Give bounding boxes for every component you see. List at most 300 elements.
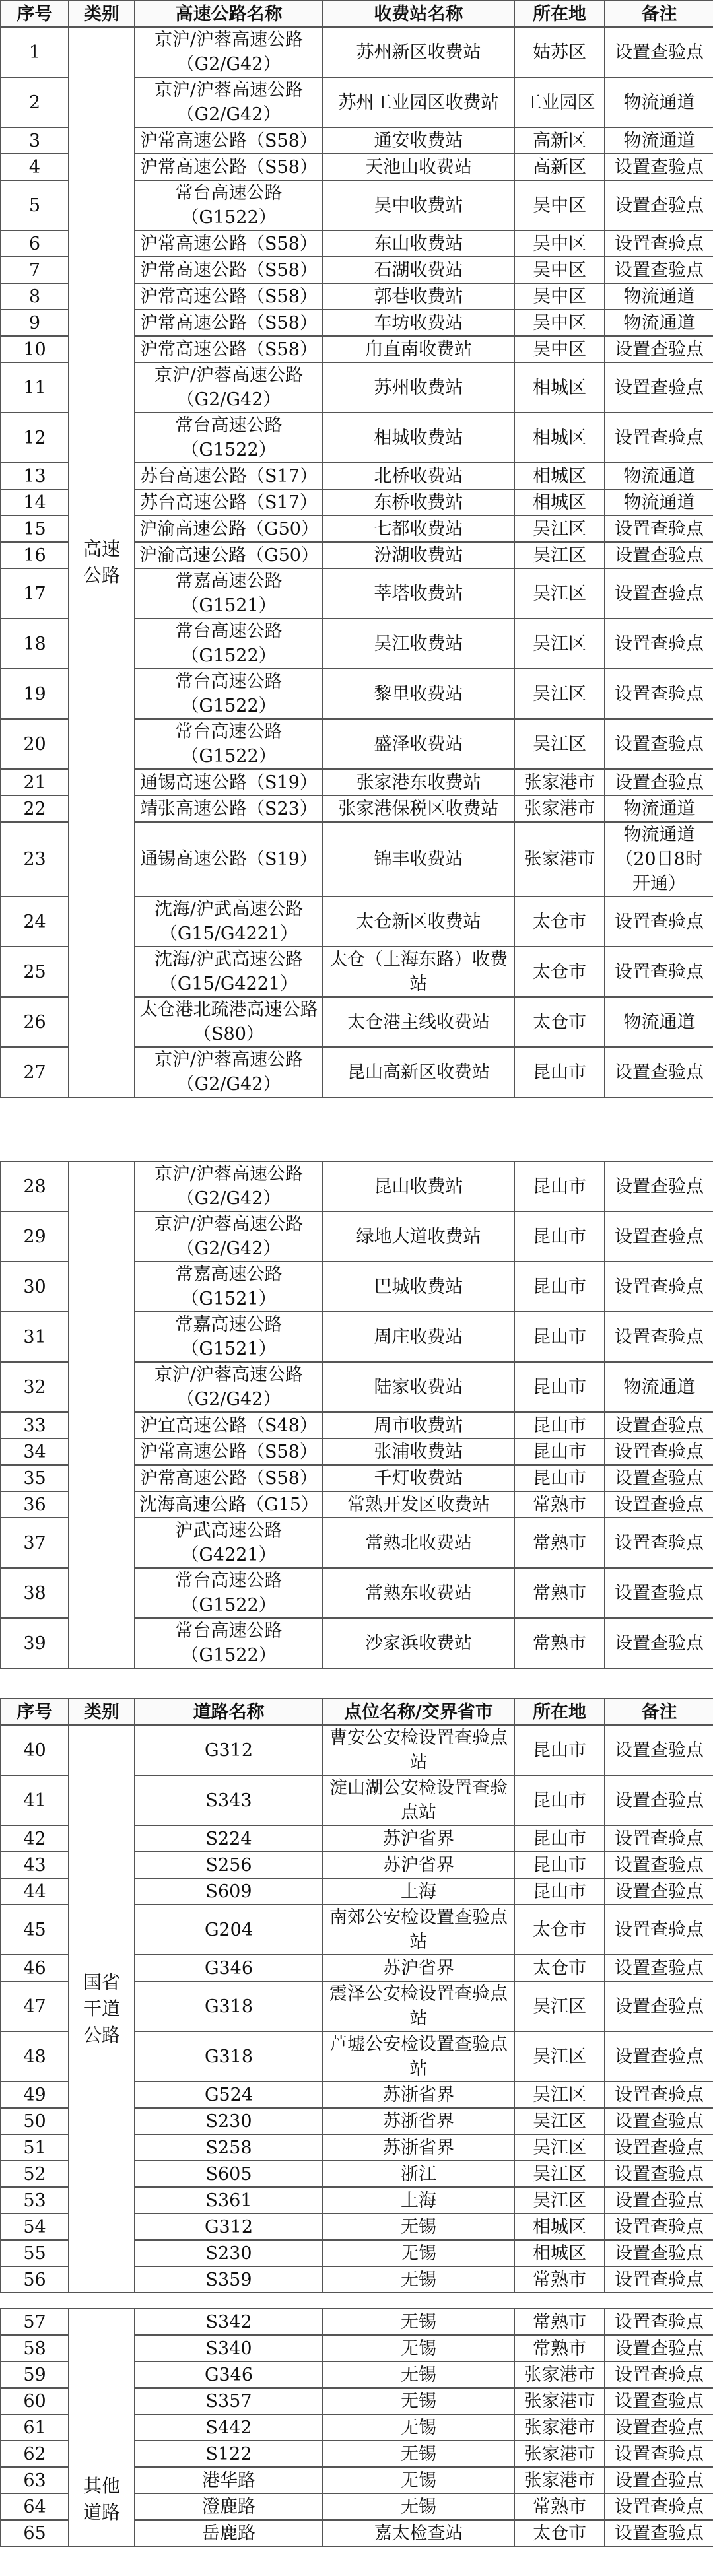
station-cell: 淀山湖公安检设置查验点站	[323, 1775, 514, 1825]
location-cell: 吴江区	[514, 542, 605, 568]
station-cell: 南郊公安检设置查验点站	[323, 1905, 514, 1955]
remark-cell: 设置查验点	[605, 542, 713, 568]
header-cell: 所在地	[514, 1, 605, 27]
serial-cell: 60	[1, 2388, 69, 2414]
road-name-cell: S442	[135, 2414, 323, 2441]
road-name-cell: 常台高速公路（G1522）	[135, 413, 323, 463]
serial-cell: 30	[1, 1262, 69, 1312]
remark-cell: 设置查验点	[605, 154, 713, 180]
road-name-cell: S256	[135, 1852, 323, 1878]
serial-cell: 10	[1, 336, 69, 362]
serial-cell: 43	[1, 1852, 69, 1878]
serial-cell: 50	[1, 2108, 69, 2134]
serial-cell: 21	[1, 769, 69, 796]
serial-cell: 6	[1, 230, 69, 257]
station-cell: 无锡	[323, 2335, 514, 2361]
remark-cell: 物流通道	[605, 77, 713, 127]
location-cell: 吴中区	[514, 336, 605, 362]
serial-cell: 57	[1, 2309, 69, 2335]
road-name-cell: 沪常高速公路（S58）	[135, 257, 323, 283]
road-name-cell: 沈海/沪武高速公路（G15/G4221）	[135, 897, 323, 947]
station-cell: 无锡	[323, 2467, 514, 2493]
serial-cell: 49	[1, 2082, 69, 2108]
location-cell: 太仓市	[514, 1955, 605, 1981]
station-cell: 无锡	[323, 2309, 514, 2335]
location-cell: 张家港市	[514, 2467, 605, 2493]
remark-cell: 设置查验点	[605, 1262, 713, 1312]
header-cell: 收费站名称	[323, 1, 514, 27]
remark-cell: 设置查验点	[605, 2240, 713, 2266]
location-cell: 吴江区	[514, 619, 605, 669]
road-name-cell: 沪常高速公路（S58）	[135, 127, 323, 154]
serial-cell: 44	[1, 1878, 69, 1905]
location-cell: 吴中区	[514, 283, 605, 310]
remark-cell: 设置查验点	[605, 2361, 713, 2388]
road-name-cell: 常台高速公路（G1522）	[135, 1568, 323, 1618]
header-cell: 所在地	[514, 1699, 605, 1725]
location-cell: 太仓市	[514, 2520, 605, 2546]
serial-cell: 47	[1, 1981, 69, 2031]
location-cell: 吴江区	[514, 719, 605, 769]
location-cell: 常熟市	[514, 2335, 605, 2361]
remark-cell: 设置查验点	[605, 1955, 713, 1981]
remark-cell: 物流通道（20日8时开通）	[605, 822, 713, 897]
location-cell: 吴江区	[514, 516, 605, 542]
location-cell: 相城区	[514, 362, 605, 413]
serial-cell: 12	[1, 413, 69, 463]
remark-cell: 设置查验点	[605, 336, 713, 362]
serial-cell: 18	[1, 619, 69, 669]
road-table-part3	[0, 1698, 713, 2293]
road-name-cell: 沈海/沪武高速公路（G15/G4221）	[135, 947, 323, 997]
station-cell: 浙江	[323, 2161, 514, 2187]
header-cell: 点位名称/交界省市	[323, 1699, 514, 1725]
remark-cell: 设置查验点	[605, 1211, 713, 1262]
remark-cell: 设置查验点	[605, 897, 713, 947]
road-name-cell: 沪渝高速公路（G50）	[135, 542, 323, 568]
location-cell: 吴江区	[514, 2187, 605, 2214]
station-cell: 吴中收费站	[323, 180, 514, 230]
station-cell: 无锡	[323, 2388, 514, 2414]
road-name-cell: G318	[135, 2031, 323, 2082]
serial-cell: 41	[1, 1775, 69, 1825]
highway-table-part1	[0, 0, 713, 1098]
remark-cell: 设置查验点	[605, 2082, 713, 2108]
station-cell: 张浦收费站	[323, 1439, 514, 1465]
category-cell	[69, 27, 135, 1097]
remark-cell: 设置查验点	[605, 516, 713, 542]
remark-cell: 设置查验点	[605, 257, 713, 283]
table-row	[1, 2309, 713, 2335]
road-name-cell: S359	[135, 2266, 323, 2293]
remark-cell: 设置查验点	[605, 947, 713, 997]
location-cell: 常熟市	[514, 2309, 605, 2335]
serial-cell: 26	[1, 997, 69, 1047]
remark-cell: 设置查验点	[605, 2108, 713, 2134]
remark-cell: 物流通道	[605, 283, 713, 310]
serial-cell: 54	[1, 2214, 69, 2240]
station-cell: 苏沪省界	[323, 1852, 514, 1878]
station-cell: 天池山收费站	[323, 154, 514, 180]
location-cell: 常熟市	[514, 2266, 605, 2293]
station-cell: 锦丰收费站	[323, 822, 514, 897]
remark-cell: 物流通道	[605, 796, 713, 822]
category-cell	[69, 1725, 135, 2293]
serial-cell: 31	[1, 1312, 69, 1362]
table-row	[1, 1725, 713, 1775]
location-cell: 昆山市	[514, 1312, 605, 1362]
header-cell: 备注	[605, 1699, 713, 1725]
station-cell: 曹安公安检设置查验点站	[323, 1725, 514, 1775]
remark-cell: 设置查验点	[605, 2520, 713, 2546]
location-cell: 相城区	[514, 489, 605, 516]
station-cell: 无锡	[323, 2361, 514, 2388]
category-label: 国省干道公路	[83, 1971, 120, 2046]
remark-cell: 设置查验点	[605, 2388, 713, 2414]
road-name-cell: 京沪/沪蓉高速公路（G2/G42）	[135, 1047, 323, 1097]
remark-cell: 物流通道	[605, 489, 713, 516]
serial-cell: 32	[1, 1362, 69, 1412]
serial-cell: 63	[1, 2467, 69, 2493]
category-cell	[69, 2309, 135, 2546]
station-cell: 无锡	[323, 2441, 514, 2467]
location-cell: 吴江区	[514, 2134, 605, 2161]
station-cell: 北桥收费站	[323, 463, 514, 489]
category-cell	[69, 1161, 135, 1668]
location-cell: 相城区	[514, 463, 605, 489]
serial-cell: 22	[1, 796, 69, 822]
station-cell: 太仓新区收费站	[323, 897, 514, 947]
location-cell: 相城区	[514, 2240, 605, 2266]
remark-cell: 物流通道	[605, 310, 713, 336]
road-name-cell: 常台高速公路（G1522）	[135, 180, 323, 230]
station-cell: 苏州工业园区收费站	[323, 77, 514, 127]
header-cell: 类别	[69, 1, 135, 27]
serial-cell: 33	[1, 1412, 69, 1439]
serial-cell: 13	[1, 463, 69, 489]
category-label: 高速公路	[83, 537, 120, 586]
station-cell: 无锡	[323, 2493, 514, 2520]
header-cell: 序号	[1, 1, 69, 27]
road-name-cell: 常嘉高速公路（G1521）	[135, 1262, 323, 1312]
serial-cell: 28	[1, 1161, 69, 1211]
location-cell: 高新区	[514, 154, 605, 180]
road-name-cell: 沪常高速公路（S58）	[135, 1465, 323, 1491]
station-cell: 太仓港主线收费站	[323, 997, 514, 1047]
serial-cell: 27	[1, 1047, 69, 1097]
serial-cell: 15	[1, 516, 69, 542]
serial-cell: 59	[1, 2361, 69, 2388]
road-name-cell: S361	[135, 2187, 323, 2214]
station-cell: 莘塔收费站	[323, 568, 514, 619]
remark-cell: 设置查验点	[605, 2493, 713, 2520]
station-cell: 上海	[323, 1878, 514, 1905]
remark-cell: 设置查验点	[605, 2441, 713, 2467]
road-name-cell: 常台高速公路（G1522）	[135, 669, 323, 719]
remark-cell: 设置查验点	[605, 2031, 713, 2082]
serial-cell: 9	[1, 310, 69, 336]
serial-cell: 4	[1, 154, 69, 180]
station-cell: 巴城收费站	[323, 1262, 514, 1312]
location-cell: 相城区	[514, 413, 605, 463]
road-name-cell: S343	[135, 1775, 323, 1825]
station-cell: 沙家浜收费站	[323, 1618, 514, 1668]
station-cell: 太仓（上海东路）收费站	[323, 947, 514, 997]
location-cell: 张家港市	[514, 2361, 605, 2388]
serial-cell: 64	[1, 2493, 69, 2520]
remark-cell: 设置查验点	[605, 2187, 713, 2214]
serial-cell: 38	[1, 1568, 69, 1618]
location-cell: 昆山市	[514, 1211, 605, 1262]
remark-cell: 设置查验点	[605, 769, 713, 796]
station-cell: 相城收费站	[323, 413, 514, 463]
station-cell: 张家港保税区收费站	[323, 796, 514, 822]
location-cell: 昆山市	[514, 1262, 605, 1312]
serial-cell: 7	[1, 257, 69, 283]
location-cell: 昆山市	[514, 1412, 605, 1439]
serial-cell: 1	[1, 27, 69, 77]
serial-cell: 52	[1, 2161, 69, 2187]
location-cell: 吴中区	[514, 180, 605, 230]
serial-cell: 46	[1, 1955, 69, 1981]
location-cell: 太仓市	[514, 997, 605, 1047]
station-cell: 黎里收费站	[323, 669, 514, 719]
station-cell: 苏州新区收费站	[323, 27, 514, 77]
station-cell: 苏州收费站	[323, 362, 514, 413]
station-cell: 上海	[323, 2187, 514, 2214]
location-cell: 高新区	[514, 127, 605, 154]
station-cell: 七都收费站	[323, 516, 514, 542]
road-name-cell: S230	[135, 2240, 323, 2266]
remark-cell: 设置查验点	[605, 1312, 713, 1362]
remark-cell: 设置查验点	[605, 2335, 713, 2361]
road-name-cell: 沪常高速公路（S58）	[135, 230, 323, 257]
location-cell: 昆山市	[514, 1362, 605, 1412]
remark-cell: 设置查验点	[605, 1905, 713, 1955]
serial-cell: 51	[1, 2134, 69, 2161]
station-cell: 郭巷收费站	[323, 283, 514, 310]
station-cell: 苏沪省界	[323, 1825, 514, 1852]
location-cell: 太仓市	[514, 1905, 605, 1955]
road-name-cell: S342	[135, 2309, 323, 2335]
road-name-cell: 太仓港北疏港高速公路（S80）	[135, 997, 323, 1047]
serial-cell: 58	[1, 2335, 69, 2361]
remark-cell: 设置查验点	[605, 2309, 713, 2335]
remark-cell: 设置查验点	[605, 1878, 713, 1905]
location-cell: 张家港市	[514, 822, 605, 897]
road-name-cell: G312	[135, 1725, 323, 1775]
remark-cell: 设置查验点	[605, 719, 713, 769]
road-name-cell: 沈海高速公路（G15）	[135, 1491, 323, 1518]
serial-cell: 36	[1, 1491, 69, 1518]
remark-cell: 设置查验点	[605, 2161, 713, 2187]
serial-cell: 35	[1, 1465, 69, 1491]
remark-cell: 设置查验点	[605, 2414, 713, 2441]
remark-cell: 设置查验点	[605, 1981, 713, 2031]
remark-cell: 设置查验点	[605, 180, 713, 230]
road-name-cell: S609	[135, 1878, 323, 1905]
station-cell: 东桥收费站	[323, 489, 514, 516]
location-cell: 吴中区	[514, 310, 605, 336]
serial-cell: 8	[1, 283, 69, 310]
station-cell: 苏沪省界	[323, 1955, 514, 1981]
remark-cell: 设置查验点	[605, 1491, 713, 1518]
road-name-cell: 沪宜高速公路（S48）	[135, 1412, 323, 1439]
location-cell: 吴江区	[514, 2108, 605, 2134]
location-cell: 张家港市	[514, 2388, 605, 2414]
remark-cell: 设置查验点	[605, 619, 713, 669]
station-cell: 石湖收费站	[323, 257, 514, 283]
highway-table-part2	[0, 1161, 713, 1669]
station-cell: 嘉太检查站	[323, 2520, 514, 2546]
location-cell: 昆山市	[514, 1161, 605, 1211]
remark-cell: 设置查验点	[605, 362, 713, 413]
location-cell: 吴江区	[514, 2082, 605, 2108]
serial-cell: 53	[1, 2187, 69, 2214]
serial-cell: 25	[1, 947, 69, 997]
remark-cell: 物流通道	[605, 997, 713, 1047]
location-cell: 昆山市	[514, 1439, 605, 1465]
serial-cell: 56	[1, 2266, 69, 2293]
serial-cell: 62	[1, 2441, 69, 2467]
remark-cell: 设置查验点	[605, 1618, 713, 1668]
station-cell: 苏浙省界	[323, 2108, 514, 2134]
station-cell: 苏浙省界	[323, 2082, 514, 2108]
serial-cell: 40	[1, 1725, 69, 1775]
location-cell: 昆山市	[514, 1878, 605, 1905]
location-cell: 昆山市	[514, 1852, 605, 1878]
station-cell: 通安收费站	[323, 127, 514, 154]
location-cell: 昆山市	[514, 1775, 605, 1825]
road-name-cell: 通锡高速公路（S19）	[135, 769, 323, 796]
category-label: 其他道路	[83, 2475, 120, 2523]
remark-cell: 设置查验点	[605, 1725, 713, 1775]
serial-cell: 16	[1, 542, 69, 568]
station-cell: 苏浙省界	[323, 2134, 514, 2161]
station-cell: 陆家收费站	[323, 1362, 514, 1412]
station-cell: 张家港东收费站	[323, 769, 514, 796]
road-name-cell: S224	[135, 1825, 323, 1852]
road-name-cell: 常台高速公路（G1522）	[135, 619, 323, 669]
station-cell: 昆山高新区收费站	[323, 1047, 514, 1097]
road-name-cell: S605	[135, 2161, 323, 2187]
station-cell: 震泽公安检设置查验点站	[323, 1981, 514, 2031]
serial-cell: 61	[1, 2414, 69, 2441]
serial-cell: 45	[1, 1905, 69, 1955]
road-name-cell: 沪常高速公路（S58）	[135, 310, 323, 336]
remark-cell: 设置查验点	[605, 1852, 713, 1878]
serial-cell: 34	[1, 1439, 69, 1465]
road-name-cell: G524	[135, 2082, 323, 2108]
remark-cell: 设置查验点	[605, 1439, 713, 1465]
remark-cell: 物流通道	[605, 127, 713, 154]
road-name-cell: 苏台高速公路（S17）	[135, 463, 323, 489]
location-cell: 张家港市	[514, 2414, 605, 2441]
location-cell: 昆山市	[514, 1465, 605, 1491]
serial-cell: 17	[1, 568, 69, 619]
road-name-cell: G318	[135, 1981, 323, 2031]
location-cell: 吴江区	[514, 568, 605, 619]
station-cell: 车坊收费站	[323, 310, 514, 336]
road-name-cell: 常嘉高速公路（G1521）	[135, 568, 323, 619]
road-name-cell: 沪渝高速公路（G50）	[135, 516, 323, 542]
remark-cell: 设置查验点	[605, 2134, 713, 2161]
serial-cell: 5	[1, 180, 69, 230]
road-name-cell: G312	[135, 2214, 323, 2240]
station-cell: 无锡	[323, 2240, 514, 2266]
road-name-cell: 澄鹿路	[135, 2493, 323, 2520]
station-cell: 无锡	[323, 2214, 514, 2240]
location-cell: 太仓市	[514, 947, 605, 997]
location-cell: 吴中区	[514, 257, 605, 283]
serial-cell: 42	[1, 1825, 69, 1852]
road-name-cell: G346	[135, 2361, 323, 2388]
table-header	[1, 1, 713, 27]
remark-cell: 设置查验点	[605, 568, 713, 619]
location-cell: 吴江区	[514, 2031, 605, 2082]
location-cell: 常熟市	[514, 1618, 605, 1668]
location-cell: 常熟市	[514, 1568, 605, 1618]
remark-cell: 设置查验点	[605, 1825, 713, 1852]
road-name-cell: S357	[135, 2388, 323, 2414]
road-table-part4	[0, 2308, 713, 2547]
remark-cell: 设置查验点	[605, 1465, 713, 1491]
table-header	[1, 1699, 713, 1725]
header-cell: 高速公路名称	[135, 1, 323, 27]
location-cell: 吴江区	[514, 2161, 605, 2187]
location-cell: 相城区	[514, 2214, 605, 2240]
serial-cell: 14	[1, 489, 69, 516]
station-cell: 无锡	[323, 2414, 514, 2441]
station-cell: 常熟开发区收费站	[323, 1491, 514, 1518]
road-name-cell: S122	[135, 2441, 323, 2467]
location-cell: 工业园区	[514, 77, 605, 127]
road-name-cell: 沪常高速公路（S58）	[135, 336, 323, 362]
road-name-cell: 常台高速公路（G1522）	[135, 1618, 323, 1668]
station-cell: 吴江收费站	[323, 619, 514, 669]
road-name-cell: 常嘉高速公路（G1521）	[135, 1312, 323, 1362]
location-cell: 张家港市	[514, 796, 605, 822]
serial-cell: 11	[1, 362, 69, 413]
remark-cell: 设置查验点	[605, 413, 713, 463]
remark-cell: 设置查验点	[605, 1568, 713, 1618]
station-cell: 昆山收费站	[323, 1161, 514, 1211]
station-cell: 东山收费站	[323, 230, 514, 257]
remark-cell: 设置查验点	[605, 2467, 713, 2493]
road-name-cell: 通锡高速公路（S19）	[135, 822, 323, 897]
road-name-cell: 京沪/沪蓉高速公路（G2/G42）	[135, 27, 323, 77]
remark-cell: 设置查验点	[605, 1161, 713, 1211]
road-name-cell: 沪常高速公路（S58）	[135, 1439, 323, 1465]
location-cell: 常熟市	[514, 2493, 605, 2520]
road-name-cell: G346	[135, 1955, 323, 1981]
remark-cell: 设置查验点	[605, 2214, 713, 2240]
location-cell: 昆山市	[514, 1825, 605, 1852]
serial-cell: 29	[1, 1211, 69, 1262]
location-cell: 吴中区	[514, 230, 605, 257]
road-name-cell: 沪常高速公路（S58）	[135, 154, 323, 180]
location-cell: 吴江区	[514, 669, 605, 719]
road-name-cell: S340	[135, 2335, 323, 2361]
road-name-cell: 沪武高速公路（G4221）	[135, 1518, 323, 1568]
road-name-cell: 苏台高速公路（S17）	[135, 489, 323, 516]
remark-cell: 设置查验点	[605, 230, 713, 257]
location-cell: 昆山市	[514, 1047, 605, 1097]
road-name-cell: 京沪/沪蓉高速公路（G2/G42）	[135, 77, 323, 127]
location-cell: 昆山市	[514, 1725, 605, 1775]
remark-cell: 设置查验点	[605, 669, 713, 719]
serial-cell: 19	[1, 669, 69, 719]
